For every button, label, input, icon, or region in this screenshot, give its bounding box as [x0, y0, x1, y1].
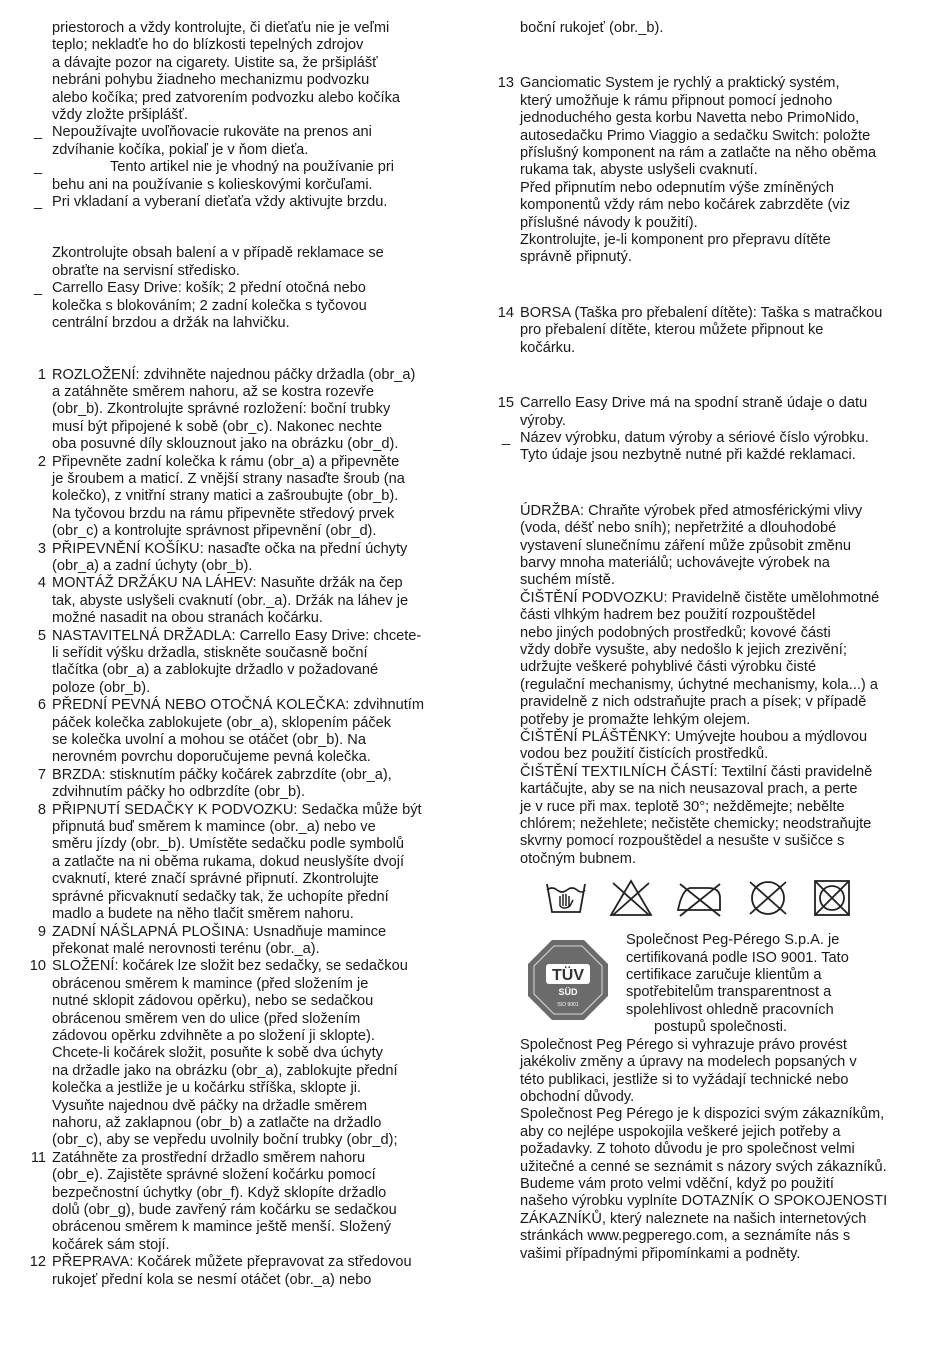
text-line: možné nasadit na obou stranách kočárku.	[52, 610, 323, 627]
step-item	[494, 430, 926, 465]
step-number: 2	[37, 453, 46, 470]
text-line: BRZDA: stisknutím páčky kočárek zabrzdíte (obr_a),	[52, 766, 392, 783]
text-line: tlačítka (obr_a) a zablokujte držadlo v požadované	[52, 662, 379, 679]
text-line: skvrny pomocí rozpouštědel a nesušte v sušičce s	[520, 833, 845, 850]
text-line: na držadle jako na obrázku (obr_a), zablokujte přední	[52, 1062, 398, 1079]
text-line: Vysuňte najednou dvě páčky na držadle směrem	[52, 1097, 368, 1114]
text-line: NASTAVITELNÁ DRŽADLA: Carrello Easy Drive: chcete-	[52, 627, 422, 644]
text-line: kočárku.	[520, 339, 576, 356]
text-line: požadavky. Z tohoto důvodu je pro společnost velmi	[520, 1141, 855, 1158]
text-line: Carrello Easy Drive má na spodní straně údaje o datu	[520, 395, 868, 412]
certification-text	[626, 932, 926, 1036]
text-line: MONTÁŽ DRŽÁKU NA LÁHEV: Nasuňte držák na čep	[52, 575, 403, 592]
text-line: autosedačku Primo Viaggio a sedačku Switch: položte	[520, 127, 871, 144]
maintenance-section	[494, 503, 926, 869]
care-symbols	[494, 878, 926, 918]
text-line: nutné sklopit zádovou opěrku), nebo se sedačkou	[52, 993, 374, 1010]
text-line: chlórem; nežehlete; nečistěte chemicky; neodstraňujte	[520, 816, 872, 833]
text-line: (obr_c), aby se vepředu uvolnily boční trubky (obr_d);	[52, 1132, 398, 1149]
text-line: a zatlačte na ni oběma rukama, dokud neuslyšíte dvojí	[52, 853, 405, 870]
text-line: obraťte na servisní středisko.	[52, 262, 240, 279]
hand-wash-icon	[544, 878, 588, 918]
text-line: (obr_b). Zkontrolujte správné rozložení: boční trubky	[52, 401, 391, 418]
text-line: rukama tak, abyste uslyšeli cvaknutí.	[520, 162, 758, 179]
bullet-mark: _	[34, 280, 43, 297]
text-line: ZÁKAZNÍKŮ, který naleznete na našich internetových	[520, 1210, 867, 1227]
certification-block	[494, 932, 926, 1036]
text-line: alebo kočíka; pred zatvorením podvozku alebo kočíka	[52, 89, 401, 106]
text-line: centrální brzdou a držák na lahvičku.	[52, 315, 290, 332]
text-line: SLOŽENÍ: kočárek lze složit bez sedačky, se sedačkou	[52, 958, 408, 975]
text-line: Zatáhněte za prostřední držadlo směrem nahoru	[52, 1149, 366, 1166]
text-line: ČIŠTĚNÍ TEXTILNÍCH ČÁSTÍ: Textilní části pravidelně	[520, 763, 873, 780]
step-number: 15	[497, 395, 514, 412]
step-item	[26, 454, 466, 541]
step-item	[26, 802, 466, 924]
logo-text-mid: SÜD	[558, 987, 578, 998]
text-line: (obr_c) a kontrolujte správnost připevnění (obr_d).	[52, 523, 377, 540]
logo-text-bottom: ISO 9001	[557, 1002, 579, 1009]
text-line: zdvihnutím páčky ho odbrzdíte (obr_b).	[52, 784, 306, 801]
text-line: jednoduchého gesta korbu Navetta nebo PrimoNido,	[520, 110, 860, 127]
text-line: je v ruce při max. teplotě 30°; nežděmejte; nebělte	[520, 798, 845, 815]
text-line: rukojeť přední kola se nesmí otáčet (obr._a) nebo	[52, 1271, 372, 1288]
text-line: komponentů vždy rám nebo kočárek zabrzděte (viz	[520, 197, 851, 214]
text-line: (voda, déšť nebo sníh); nepřetržité a dlouhodobé	[520, 520, 837, 537]
step-number: 3	[37, 540, 46, 557]
step-item	[494, 395, 926, 430]
text-line: Zkontrolujte, je-li komponent pro přepravu dítěte	[520, 232, 831, 249]
text-line: nahoru, až zaklapnou (obr_b) a zatlačte na držadlo	[52, 1114, 382, 1131]
bullet-mark: _	[34, 194, 43, 211]
text-line: otočným bubnem.	[520, 850, 637, 867]
text-line: Tyto údaje jsou nezbytně nutné při každé reklamaci.	[520, 447, 856, 464]
text-line: PŘIPEVNĚNÍ KOŠÍKU: nasaďte očka na přední úchyty	[52, 540, 408, 557]
bullet-mark: _	[502, 429, 511, 446]
text-line: certifikace zaručuje klientům a	[626, 967, 822, 984]
step-item	[26, 767, 466, 802]
text-line: a dávajte pozor na cigarety. Uistite sa, že pršiplášť	[52, 54, 378, 71]
no-dry-clean-icon	[746, 878, 790, 918]
text-line: behu ani na používanie s kolieskovými korčuľami.	[52, 176, 373, 193]
step-item	[26, 1150, 466, 1254]
step-item	[26, 628, 466, 698]
text-line: Na tyčovou brzdu na rámu připevněte středový prvek	[52, 505, 395, 522]
step-item	[26, 924, 466, 959]
step-number: 10	[29, 958, 46, 975]
text-line: pravidelně z nich odstraňujte prach a písek; v případě	[520, 694, 867, 711]
text-line: příslušné návody k použití).	[520, 214, 698, 231]
text-line: zdvíhanie kočíka, pokiaľ je v ňom dieťa.	[52, 141, 309, 158]
text-line: bezpečnostní úchytky (obr_f). Když sklopíte držadlo	[52, 1184, 387, 1201]
text-line: Společnost Peg-Pérego S.p.A. je	[626, 932, 840, 949]
text-line: pro přebalení dítěte, kterou můžete připnout ke	[520, 322, 824, 339]
continuation-paragraph	[494, 20, 926, 37]
text-line: boční rukojeť (obr._b).	[520, 20, 664, 36]
text-line: Chcete-li kočárek složit, posuňte k sobě dva úchyty	[52, 1045, 383, 1062]
step-number: 13	[497, 75, 514, 92]
text-line: obchodní důvody.	[520, 1088, 635, 1105]
text-line: obrácenou směrem ven do ulice (před složením	[52, 1010, 361, 1027]
text-line: cvaknutí, které značí správné připnutí. Zkontrolujte	[52, 871, 379, 888]
text-line: který umožňuje k rámu připnout pomocí jednoho	[520, 92, 833, 109]
text-line: (obr_a) a zadní úchyty (obr_b).	[52, 557, 253, 574]
step-number: 5	[37, 627, 46, 644]
no-tumble-dry-icon	[810, 878, 854, 918]
text-line: příslušný komponent na rám a zatlačte na něho oběma	[520, 145, 877, 162]
text-line: Carrello Easy Drive: košík; 2 přední otočná nebo	[52, 280, 366, 297]
text-line: Budeme vám proto velmi vděční, když po použití	[520, 1175, 834, 1192]
text-line: této publikaci, jestliže si to vyžádají technické nebo	[520, 1071, 849, 1088]
text-line: vašimi případnými připomínkami a podněty.	[520, 1245, 801, 1262]
text-line: potřeby je promažte lehkým olejem.	[520, 711, 751, 728]
text-line: teplo; nekladťe ho do blízkosti tepelných zdrojov	[52, 37, 364, 54]
no-iron-icon	[674, 878, 726, 918]
step-number: 8	[37, 801, 46, 818]
text-line: zádovou opěrku zdvihněte a po složení ji sklopte).	[52, 1027, 375, 1044]
text-line: ZADNÍ NÁŠLAPNÁ PLOŠINA: Usnadňuje mamince	[52, 923, 387, 940]
contents-item	[26, 280, 466, 332]
text-line: nerovném povrchu doporučujeme pevná kolečka.	[52, 749, 371, 766]
text-line: je šroubem a maticí. Z vnější strany nasaďte šroub (na	[52, 470, 405, 487]
text-line: překonat malé nerovnosti terénu (obr._a).	[52, 940, 320, 957]
text-line: tak, abyste uslyšeli cvaknutí (obr._a). Držák na láhev je	[52, 592, 409, 609]
text-line: postupů společnosti.	[654, 1019, 788, 1036]
text-line: Pri vkladaní a vyberaní dieťaťa vždy aktivujte brzdu.	[52, 194, 388, 211]
step-number: 6	[37, 697, 46, 714]
text-line: užitečné a cenné se seznámit s názory svých zákazníků.	[520, 1158, 887, 1175]
text-line: kartáčujte, aby se na nich neusazoval prach, a perte	[520, 781, 858, 798]
warning-item	[26, 194, 466, 211]
step-number: 7	[37, 766, 46, 783]
text-line: udržujte veškeré pohyblivé části výrobku čisté	[520, 659, 817, 676]
step-item	[26, 958, 466, 1149]
text-line: obrácenou směrem k mamince (před složením je	[52, 975, 369, 992]
text-line: ČIŠTĚNÍ PODVOZKU: Pravidelně čistěte umělohmotné	[520, 589, 880, 606]
text-line: Tento artikel nie je vhodný na používanie pri	[110, 159, 394, 176]
text-line: oba posuvné díly sklouznout jako na obrázku (obr_d).	[52, 436, 399, 453]
step-item	[494, 75, 926, 266]
text-line: Nepoužívajte uvoľňovacie rukoväte na prenos ani	[52, 124, 372, 141]
warning-item	[26, 124, 466, 159]
no-bleach-icon	[608, 878, 654, 918]
text-line: priestoroch a vždy kontrolujte, či dieťaťu nie je veľmi	[52, 20, 390, 36]
text-line: kolečka a jestliže je u kočárku stříška, sklopte ji.	[52, 1080, 362, 1097]
text-line: spotřebitelům transparentnost a	[626, 984, 832, 1001]
step-item	[494, 305, 926, 357]
step-number: 9	[37, 923, 46, 940]
text-line: aby co nejlépe uspokojila veškeré jejich potřeby a	[520, 1123, 841, 1140]
text-line: stránkách www.pegperego.com, a seznámíte nás s	[520, 1228, 851, 1245]
text-line: se kolečka uvolní a mohou se otáčet (obr_b). Na	[52, 732, 366, 749]
bullet-mark: _	[34, 159, 43, 176]
text-line: (obr_e). Zajistěte správné složení kočárku pomocí	[52, 1167, 376, 1184]
text-line: části vlhkým hadrem bez použití rozpouštědel	[520, 607, 816, 624]
text-line: Připevněte zadní kolečka k rámu (obr_a) a připevněte	[52, 453, 400, 470]
text-line: spolehlivost ohledně pracovních	[626, 1001, 834, 1018]
text-line: BORSA (Taška pro přebalení dítěte): Taška s matračkou	[520, 304, 883, 321]
text-line: kolečko), z vnitřní strany matici a zašroubujte (obr_b).	[52, 488, 399, 505]
step-number: 11	[30, 1149, 46, 1166]
text-line: páček kolečka zablokujete (obr_a), sklopením páček	[52, 714, 392, 731]
text-line: nebo jiných podobných prostředků; kovové části	[520, 624, 831, 641]
step-number: 14	[497, 304, 514, 321]
text-line: výroby.	[520, 412, 566, 429]
left-column	[26, 20, 466, 1289]
step-item	[26, 575, 466, 627]
tuv-sud-logo	[526, 938, 610, 1022]
logo-text-top: TÜV	[552, 967, 584, 985]
text-line: PŘEPRAVA: Kočárek můžete přepravovat za středovou	[52, 1254, 412, 1271]
text-line: našeho výrobku vyplníte DOTAZNÍK O SPOKOJENOSTI	[520, 1193, 888, 1210]
text-line: poloze (obr_b).	[52, 679, 151, 696]
text-line: PŘEDNÍ PEVNÁ NEBO OTOČNÁ KOLEČKA: zdvihnutím	[52, 697, 424, 714]
text-line: suchém místě.	[520, 572, 615, 589]
text-line: kočárek sám stojí.	[52, 1236, 170, 1253]
text-line: ROZLOŽENÍ: zdvihněte najednou páčky držadla (obr_a)	[52, 366, 416, 383]
closing-section	[494, 1037, 926, 1263]
bullet-mark: _	[34, 124, 43, 141]
text-line: kolečka s blokováním; 2 zadní kolečka s tyčovou	[52, 297, 367, 314]
text-line: jakékoliv změny a úpravy na modelech popsaných v	[520, 1054, 857, 1071]
step-number: 4	[37, 575, 46, 592]
text-line: vystavení slunečnímu záření může způsobit změnu	[520, 537, 851, 554]
text-line: obrácenou směrem k mamince ještě menší. Složený	[52, 1219, 392, 1236]
text-line: Společnost Peg Pérego je k dispozici svým zákazníkům,	[520, 1106, 885, 1123]
text-line: správně připnutý.	[520, 249, 632, 266]
text-line: Ganciomatic System je rychlý a praktický systém,	[520, 75, 840, 92]
text-line: musí být připojené k sobě (obr_c). Nakonec nechte	[52, 418, 383, 435]
step-number: 1	[37, 366, 46, 383]
intro-paragraph	[26, 20, 466, 124]
text-line: li seřídit výšku držadla, stiskněte současně boční	[52, 645, 368, 661]
text-line: Zkontrolujte obsah balení a v případě reklamace se	[52, 245, 384, 262]
text-line: připnutá buď směrem k mamince (obr._a) nebo ve	[52, 819, 376, 836]
text-line: vždy dobře vysušte, aby nedošlo k jejich zrezivění;	[520, 641, 847, 658]
step-number: 12	[29, 1254, 46, 1271]
text-line: (regulační mechanismy, úchytné mechanismy, kola...) a	[520, 676, 878, 693]
text-line: PŘIPNUTÍ SEDAČKY K PODVOZKU: Sedačka může být	[52, 801, 422, 818]
step-item	[26, 1254, 466, 1289]
step-item	[26, 367, 466, 454]
text-line: barvy mnoha materiálů; uchovávejte výrobek na	[520, 554, 830, 571]
warning-item	[26, 159, 466, 194]
text-line: správné přicvaknutí sedačky tak, že uchopíte přední	[52, 888, 389, 905]
text-line: směru jízdy (obr._b). Umístěte sedačku podle symbolů	[52, 836, 405, 853]
text-line: nebráni pohybu žiadneho mechanizmu podvozku	[52, 72, 370, 89]
step-item	[26, 697, 466, 767]
text-line: ÚDRŽBA: Chraňte výrobek před atmosférickými vlivy	[520, 502, 863, 519]
text-line: dolů (obr_g), bude zavřený rám kočárku se sedačkou	[52, 1202, 397, 1218]
text-line: vodou bez použití čistících prostředků.	[520, 746, 769, 763]
text-line: ČIŠTĚNÍ PLÁŠTĚNKY: Umývejte houbou a mýdlovou	[520, 729, 868, 745]
text-line: Před připnutím nebo odepnutím výše zmíněných	[520, 179, 834, 196]
text-line: Společnost Peg Pérego si vyhrazuje právo provést	[520, 1036, 847, 1053]
text-line: Název výrobku, datum výroby a sériové číslo výrobku.	[520, 429, 869, 446]
text-line: madlo a budete na něho tlačit směrem nahoru.	[52, 906, 354, 923]
text-line: vždy zložte pršiplášť.	[52, 107, 189, 124]
text-line: a zatáhněte směrem nahoru, až se kostra rozevře	[52, 383, 375, 400]
step-item	[26, 541, 466, 576]
text-line: certifikovaná podle ISO 9001. Tato	[626, 949, 849, 966]
contents-paragraph	[26, 245, 466, 280]
right-column	[494, 20, 926, 1263]
